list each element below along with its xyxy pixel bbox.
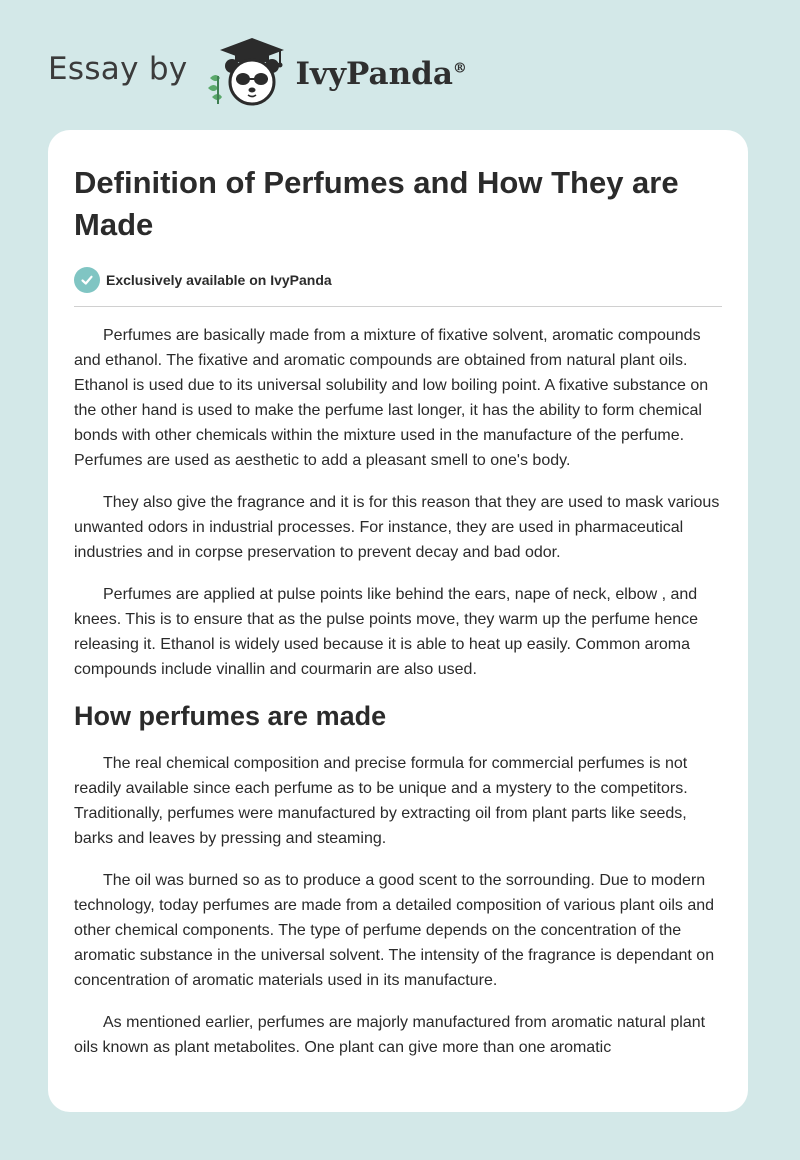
essay-card (48, 130, 748, 1112)
divider (74, 306, 722, 307)
ivypanda-logo (202, 34, 292, 110)
exclusive-badge (74, 266, 722, 294)
badge-text: Exclusively available on IvyPanda (106, 272, 332, 288)
paragraph: Perfumes are applied at pulse points like behind the ears, nape of neck, elbow , and knees. This is to ensure that as the pulse points move, they warm up the perfume hence releasing it. Ethanol is widely used because it is able to heat up easily. Common aroma compounds include vinallin and courmarin are also used. (74, 586, 699, 678)
paragraph: They also give the fragrance and it is for this reason that they are used to mask various unwanted odors in industrial processes. For instance, they are used in pharmaceutical industries and in corpse preservation to prevent decay and bad odor. (74, 494, 720, 561)
paragraph: The real chemical composition and precise formula for commercial perfumes is not readily available since each perfume as to be unique and a mystery to the competitors. Traditionally, perfumes were manufactured by extracting oil from plant parts like seeds, barks and leaves by pressing and steaming. (74, 755, 688, 847)
brand-prefix: Essay by (48, 51, 188, 87)
essay-title: Definition of Perfumes and How They are Made (74, 165, 679, 242)
registered-mark: ® (452, 60, 467, 77)
paragraph: Perfumes are basically made from a mixture of fixative solvent, aromatic compounds and ethanol. The fixative and aromatic compounds are obtained from natural plant oils. Ethanol is used due to its universal solubility and low boiling point. A fixative substance on the other hand is used to make the perfume last longer, it has the ability to form chemical bonds with other chemicals within the mixture used in the manufacture of the perfume. Perfumes are used as aesthetic to add a pleasant smell to one's body. (74, 327, 709, 469)
check-icon (74, 267, 100, 293)
section-heading: How perfumes are made (74, 701, 387, 731)
paragraph: As mentioned earlier, perfumes are majorly manufactured from aromatic natural plant oils known as plant metabolites. One plant can give more than one aromatic (74, 1014, 706, 1056)
paragraph: The oil was burned so as to produce a good scent to the sorrounding. Due to modern technology, today perfumes are made from a detailed composition of various plant oils and other chemical components. The type of perfume depends on the concentration of the aromatic substance in the universal solvent. The intensity of the fragrance is dependant on concentration of aromatic materials used in its manufacture. (74, 872, 715, 989)
brand-name: IvyPanda® (295, 56, 467, 92)
brand-header[interactable] (48, 34, 467, 110)
essay-body (74, 323, 722, 1060)
